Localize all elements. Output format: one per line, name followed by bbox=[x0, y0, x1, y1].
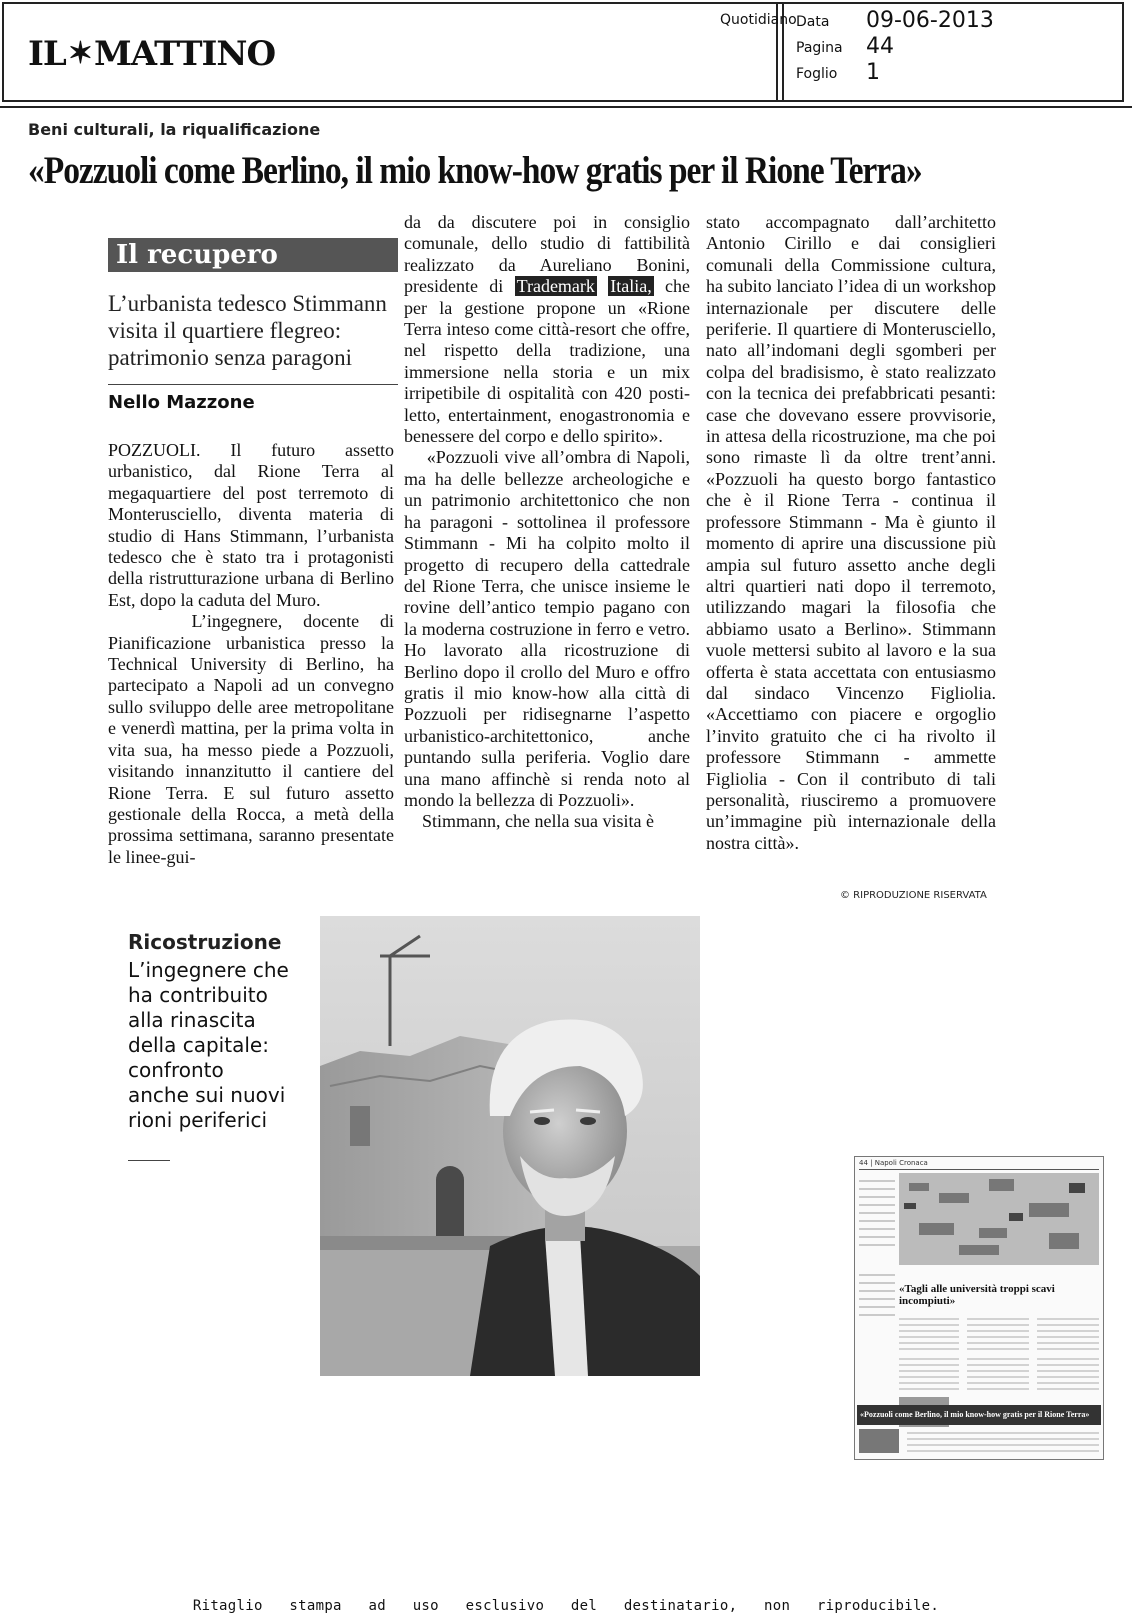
sheet-label: Foglio bbox=[796, 66, 838, 82]
thumbnail-bottom-headline: «Pozzuoli come Berlino, il mio know-how gratis per il Rione Terra» bbox=[860, 1410, 1090, 1419]
date-value: 09-06-2013 bbox=[866, 8, 994, 33]
stimmann-photo bbox=[320, 916, 700, 1376]
column-2-text-b: che per la gestione propone un «Rione Terra inteso come città-resort che offre, nel rispetto della tradizione, una immersione nella storia e un mix irripetibile di ospitalità con 420 posti-letto, entertainment, enogastronomia e benessere del corpo e dello spirito». «Pozzuoli vive all’ombra di Napoli, ma ha delle bellezze archeologiche e un patrimonio architettonico che non ha paragoni - sottolinea il professore Stimmann - Mi ha colpito molto il progetto di recupero della cattedrale del Rione Terra, che unisce insieme le rovine dell’antico tempio pagano con la moderna costruzione in ferro e vetro. Ho lavorato alla ricostruzione di Berlino dopo il crollo del Muro e offro gratis il mio know-how alla città di Pozzuoli per ridisegnarne l’aspetto urbanistico-architettonico, anche puntando sulla periferia. Voglio dare una mano affinchè si renda noto al mondo la bellezza di Pozzuoli». Stimmann, che nella sua visita è bbox=[404, 276, 691, 832]
page-thumbnail bbox=[854, 1156, 1104, 1460]
thumbnail-headline: «Tagli alle università troppi scavi incompiuti» bbox=[899, 1283, 1055, 1307]
newspaper-logo: IL✶MATTINO bbox=[28, 34, 276, 74]
thumbnail-aerial-photo bbox=[899, 1173, 1099, 1265]
highlight-trademark: Trademark bbox=[516, 276, 595, 297]
article-headline: «Pozzuoli come Berlino, il mio know-how gratis per il Rione Terra» bbox=[28, 149, 922, 192]
article-column-1: POZZUOLI. Il futuro assetto urbanistico, dal Rione Terra al megaquartiere del post terremoto di Monterusciello, diventa materia di studio di Hans Stimmann, l’urbanista tedesco che è stato tra i protagonisti della ristrutturazione urbana di Berlino Est, dopo la caduta del Muro. L’ingegnere, docente di Pianificazione urbanistica presso la Technical University di Berlino, ha partecipato a Napoli ad un convegno sullo sviluppo delle aree metropolitane e venerdì mattina, per la prima volta in vita sua, ha messo piede a Pozzuoli, visitando innanzitutto il cantiere del Rione Terra. E sul futuro assetto gestionale della Rocca, a metà della prossima settimana, saranno presentate le linee-gui- bbox=[108, 440, 394, 867]
date-label: Data bbox=[796, 14, 830, 30]
thumbnail-bottom-lines bbox=[859, 1429, 1099, 1455]
thumbnail-highlight-band bbox=[857, 1405, 1101, 1425]
sheet-value: 1 bbox=[866, 60, 880, 85]
thumbnail-text-lines bbox=[859, 1175, 895, 1375]
section-badge: Il recupero bbox=[108, 238, 398, 272]
article-column-3: stato accompagnato dall’architetto Antonio Cirillo e dai consiglieri comunali della Commissione cultura, ha subito lanciato l’idea di un workshop internazionale per discutere delle periferie. Il quartiere di Monterusciello, nato all’indomani degli sgomberi per colpa del bradisismo, è stato realizzato con la tecnica dei prefabbricati pesanti: case che dovevano essere provvisorie, in attesa della ricostruzione, ma che poi sono rimaste lì da oltre trent’anni. «Pozzuoli ha questo borgo fantastico che è il Rione Terra - continua il professore Stimmann - Ma è giunto il momento di aprire una discussione più ampia sul futuro assetto anche degli altri quartieri nati dopo il terremoto, utilizzando magari la filosofia che abbiamo usato a Berlino». Stimmann vuole mettersi subito al lavoro e la sua offerta è stata accettata con entusiasmo dal sindaco Vincenzo Figliolia. «Accettiamo con piacere e orgoglio l’invito gratuito che ci ha rivolto il professore Stimmann - ammette Figliolia - Con il contributo di tali personalità, riusciremo a promuovere un’immagine più internazionale della nostra città». bbox=[706, 212, 1001, 853]
highlight-italia: Italia, bbox=[610, 276, 652, 297]
header-rule bbox=[0, 106, 1132, 108]
publication-type: Quotidiano bbox=[720, 12, 797, 28]
caption-kicker: Ricostruzione bbox=[128, 930, 282, 954]
page-label: Pagina bbox=[796, 40, 843, 56]
article-subhead: L’urbanista tedesco Stimmann visita il quartiere flegreo: patrimonio senza paragoni bbox=[108, 291, 387, 370]
thumbnail-section: 44 | Napoli Cronaca bbox=[859, 1159, 928, 1167]
footer-disclaimer: Ritaglio stampa ad uso esclusivo del destinatario, non riproducibile. bbox=[192, 1598, 940, 1614]
article-byline: Nello Mazzone bbox=[108, 392, 255, 413]
caption-rule bbox=[128, 1160, 170, 1161]
logo-emblem-icon: ✶ bbox=[67, 36, 92, 71]
page-value: 44 bbox=[866, 34, 894, 59]
copyright-note: © RIPRODUZIONE RISERVATA bbox=[840, 890, 987, 901]
column-2-text-a: da da discutere poi in consiglio comunale, dello studio di fattibilità realizzato da Aureliano Bonini, presidente di bbox=[404, 212, 695, 297]
article-column-2 bbox=[404, 212, 695, 833]
article-kicker: Beni culturali, la riqualificazione bbox=[28, 120, 321, 139]
byline-divider bbox=[108, 384, 398, 385]
caption-text: L’ingegnere che ha contribuito alla rinascita della capitale: confronto anche sui nuovi rioni periferici bbox=[128, 958, 289, 1132]
